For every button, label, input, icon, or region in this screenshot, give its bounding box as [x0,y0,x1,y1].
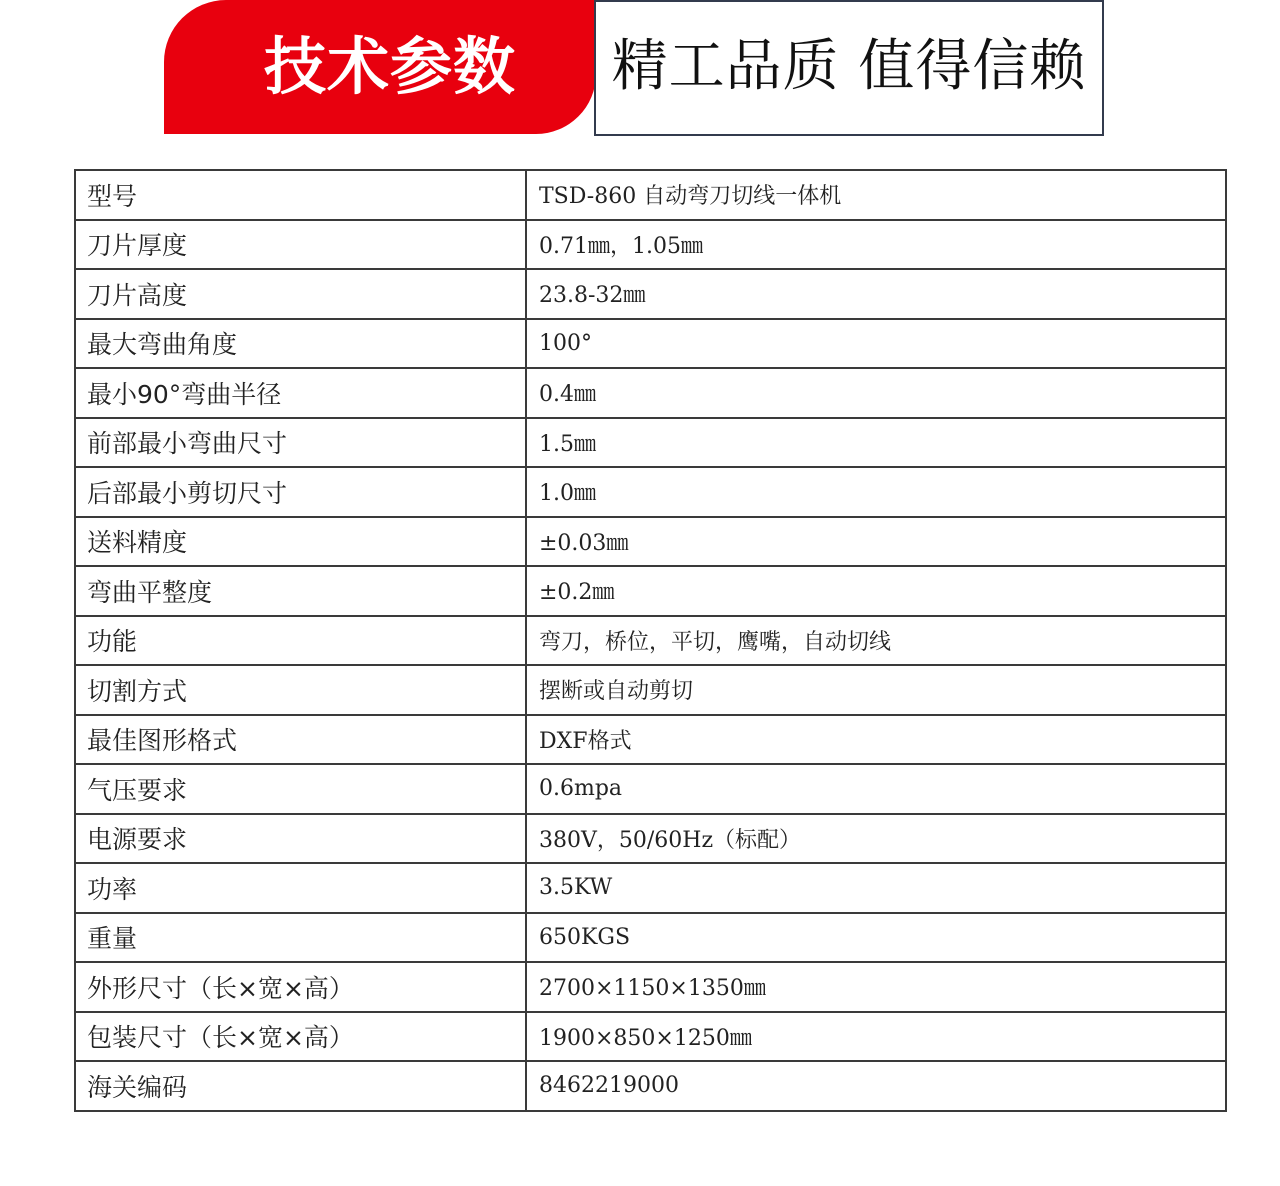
spec-label: 刀片高度 [75,269,526,319]
spec-value: TSD-860 自动弯刀切线一体机 [526,170,1226,220]
spec-value: 100° [526,319,1226,369]
table-row [75,715,1226,765]
table-row [75,863,1226,913]
spec-value: 650KGS [526,913,1226,963]
spec-label: 切割方式 [75,665,526,715]
table-row [75,1061,1226,1111]
spec-value: DXF格式 [526,715,1226,765]
table-row [75,368,1226,418]
table-row [75,319,1226,369]
spec-label: 电源要求 [75,814,526,864]
table-row [75,220,1226,270]
table-row [75,665,1226,715]
spec-value: 0.6mpa [526,764,1226,814]
spec-value: 1.0㎜ [526,467,1226,517]
spec-value: ±0.03㎜ [526,517,1226,567]
banner-title: 技术参数 [263,30,516,103]
header-banner [164,0,1102,134]
table-row [75,1012,1226,1062]
spec-value: 8462219000 [526,1061,1226,1111]
spec-label: 功能 [75,616,526,666]
table-row [75,913,1226,963]
spec-label: 功率 [75,863,526,913]
spec-label: 最佳图形格式 [75,715,526,765]
spec-value: 3.5KW [526,863,1226,913]
spec-value: 0.71㎜，1.05㎜ [526,220,1226,270]
spec-value: 0.4㎜ [526,368,1226,418]
table-row [75,170,1226,220]
spec-label: 外形尺寸（长×宽×高） [75,962,526,1012]
spec-label: 重量 [75,913,526,963]
spec-table-body [75,170,1226,1111]
spec-label: 刀片厚度 [75,220,526,270]
table-row [75,566,1226,616]
spec-value: 1900×850×1250㎜ [526,1012,1226,1062]
spec-label: 弯曲平整度 [75,566,526,616]
table-row [75,616,1226,666]
spec-label: 最小90°弯曲半径 [75,368,526,418]
spec-value: 弯刀，桥位，平切，鹰嘴，自动切线 [526,616,1226,666]
spec-value: 2700×1150×1350㎜ [526,962,1226,1012]
spec-label: 前部最小弯曲尺寸 [75,418,526,468]
table-row [75,764,1226,814]
spec-label: 送料精度 [75,517,526,567]
spec-label: 最大弯曲角度 [75,319,526,369]
spec-label: 型号 [75,170,526,220]
spec-label: 包装尺寸（长×宽×高） [75,1012,526,1062]
table-row [75,269,1226,319]
spec-value: 1.5㎜ [526,418,1226,468]
spec-table [74,169,1227,1112]
spec-value: ±0.2㎜ [526,566,1226,616]
spec-value: 380V，50/60Hz（标配） [526,814,1226,864]
spec-value: 23.8-32㎜ [526,269,1226,319]
banner-slogan: 精工品质 值得信赖 [611,34,1087,99]
table-row [75,814,1226,864]
spec-value: 摆断或自动剪切 [526,665,1226,715]
table-row [75,467,1226,517]
spec-label: 气压要求 [75,764,526,814]
table-row [75,962,1226,1012]
spec-label: 后部最小剪切尺寸 [75,467,526,517]
table-row [75,418,1226,468]
spec-label: 海关编码 [75,1061,526,1111]
table-row [75,517,1226,567]
